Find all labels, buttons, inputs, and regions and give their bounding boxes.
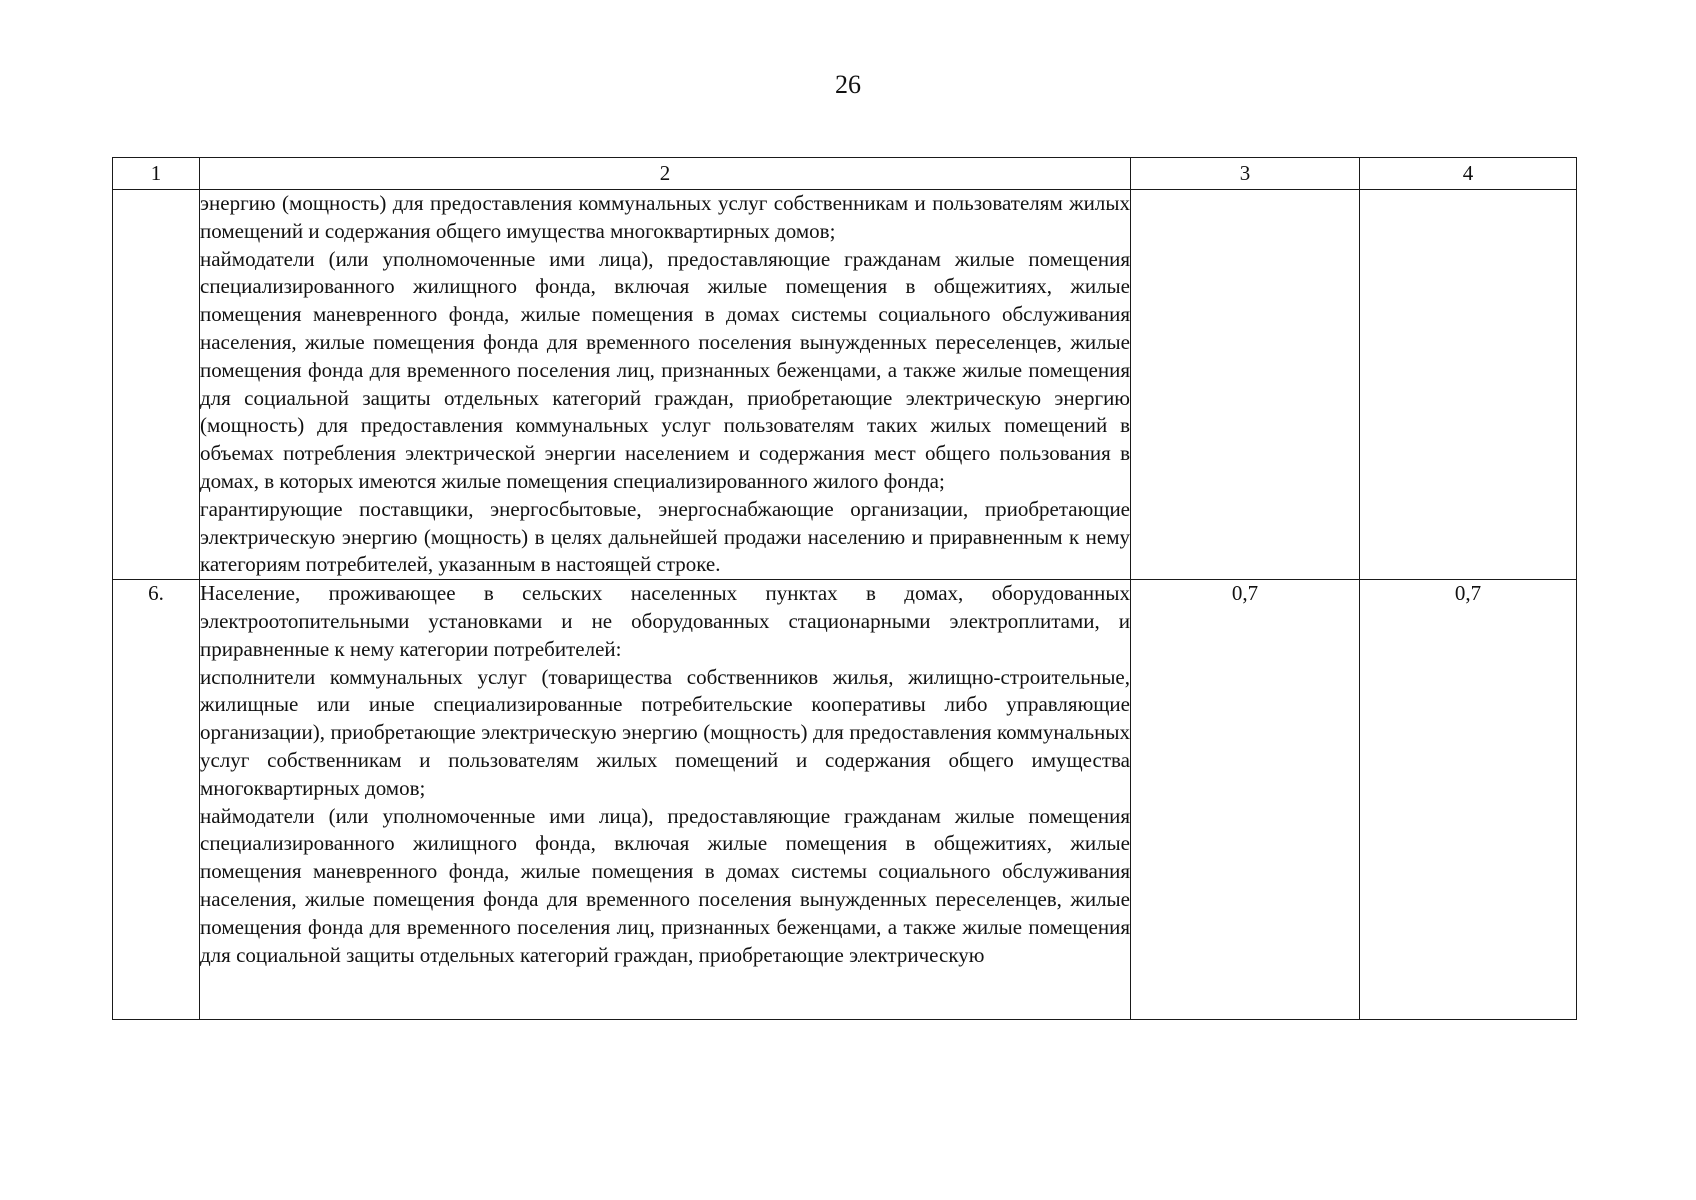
- row-number: [113, 190, 200, 580]
- description-paragraph: исполнители коммунальных услуг (товарищества собственников жилья, жилищно-строительные, жилищные или иные специализированные потребительские кооперативы либо управляющие организации), приобретающие электрическую энергию (мощность) для предоставления коммунальных услуг собственникам и пользователям жилых помещений и содержания общего имущества многоквартирных домов;: [200, 664, 1130, 800]
- description-paragraph: Население, проживающее в сельских населенных пунктах в домах, оборудованных электроотопительными установками и не оборудованных стационарными электроплитами, и приравненные к нему категории потребителей:: [200, 581, 1130, 661]
- document-table: [112, 157, 1577, 1020]
- row-number: 6.: [113, 580, 200, 1020]
- column-header-1: 1: [113, 158, 200, 190]
- table-row: [113, 580, 1577, 1020]
- row-value-col4: 0,7: [1360, 580, 1577, 1020]
- row-description: [200, 190, 1131, 580]
- row-value-col4: [1360, 190, 1577, 580]
- column-header-3: 3: [1131, 158, 1360, 190]
- table-header-row: [113, 158, 1577, 190]
- description-paragraph: наймодатели (или уполномоченные ими лица), предоставляющие гражданам жилые помещения специализированного жилищного фонда, включая жилые помещения в общежитиях, жилые помещения маневренного фонда, жилые помещения в домах системы социального обслуживания населения, жилые помещения фонда для временного поселения вынужденных переселенцев, жилые помещения фонда для временного поселения лиц, признанных беженцами, а также жилые помещения для социальной защиты отдельных категорий граждан, приобретающие электрическую: [200, 803, 1130, 967]
- row-description: [200, 580, 1131, 1020]
- description-paragraph: энергию (мощность) для предоставления коммунальных услуг собственникам и пользователям жилых помещений и содержания общего имущества многоквартирных домов;: [200, 191, 1130, 243]
- row-value-col3: 0,7: [1131, 580, 1360, 1020]
- row-value-col3: [1131, 190, 1360, 580]
- table-row: [113, 190, 1577, 580]
- column-header-2: 2: [200, 158, 1131, 190]
- description-paragraph: гарантирующие поставщики, энергосбытовые, энергоснабжающие организации, приобретающие электрическую энергию (мощность) в целях дальнейшей продажи населению и приравненным к нему категориям потребителей, указанным в настоящей строке.: [200, 496, 1130, 577]
- page-number: 26: [835, 70, 861, 99]
- column-header-4: 4: [1360, 158, 1577, 190]
- description-paragraph: наймодатели (или уполномоченные ими лица), предоставляющие гражданам жилые помещения специализированного жилищного фонда, включая жилые помещения в общежитиях, жилые помещения маневренного фонда, жилые помещения в домах системы социального обслуживания населения, жилые помещения фонда для временного поселения вынужденных переселенцев, жилые помещения фонда для временного поселения лиц, признанных беженцами, а также жилые помещения для социальной защиты отдельных категорий граждан, приобретающие электрическую энергию (мощность) для предоставления коммунальных услуг пользователям таких жилых помещений в объемах потребления электрической энергии населением и содержания мест общего пользования в домах, в которых имеются жилые помещения специализированного жилого фонда;: [200, 246, 1130, 493]
